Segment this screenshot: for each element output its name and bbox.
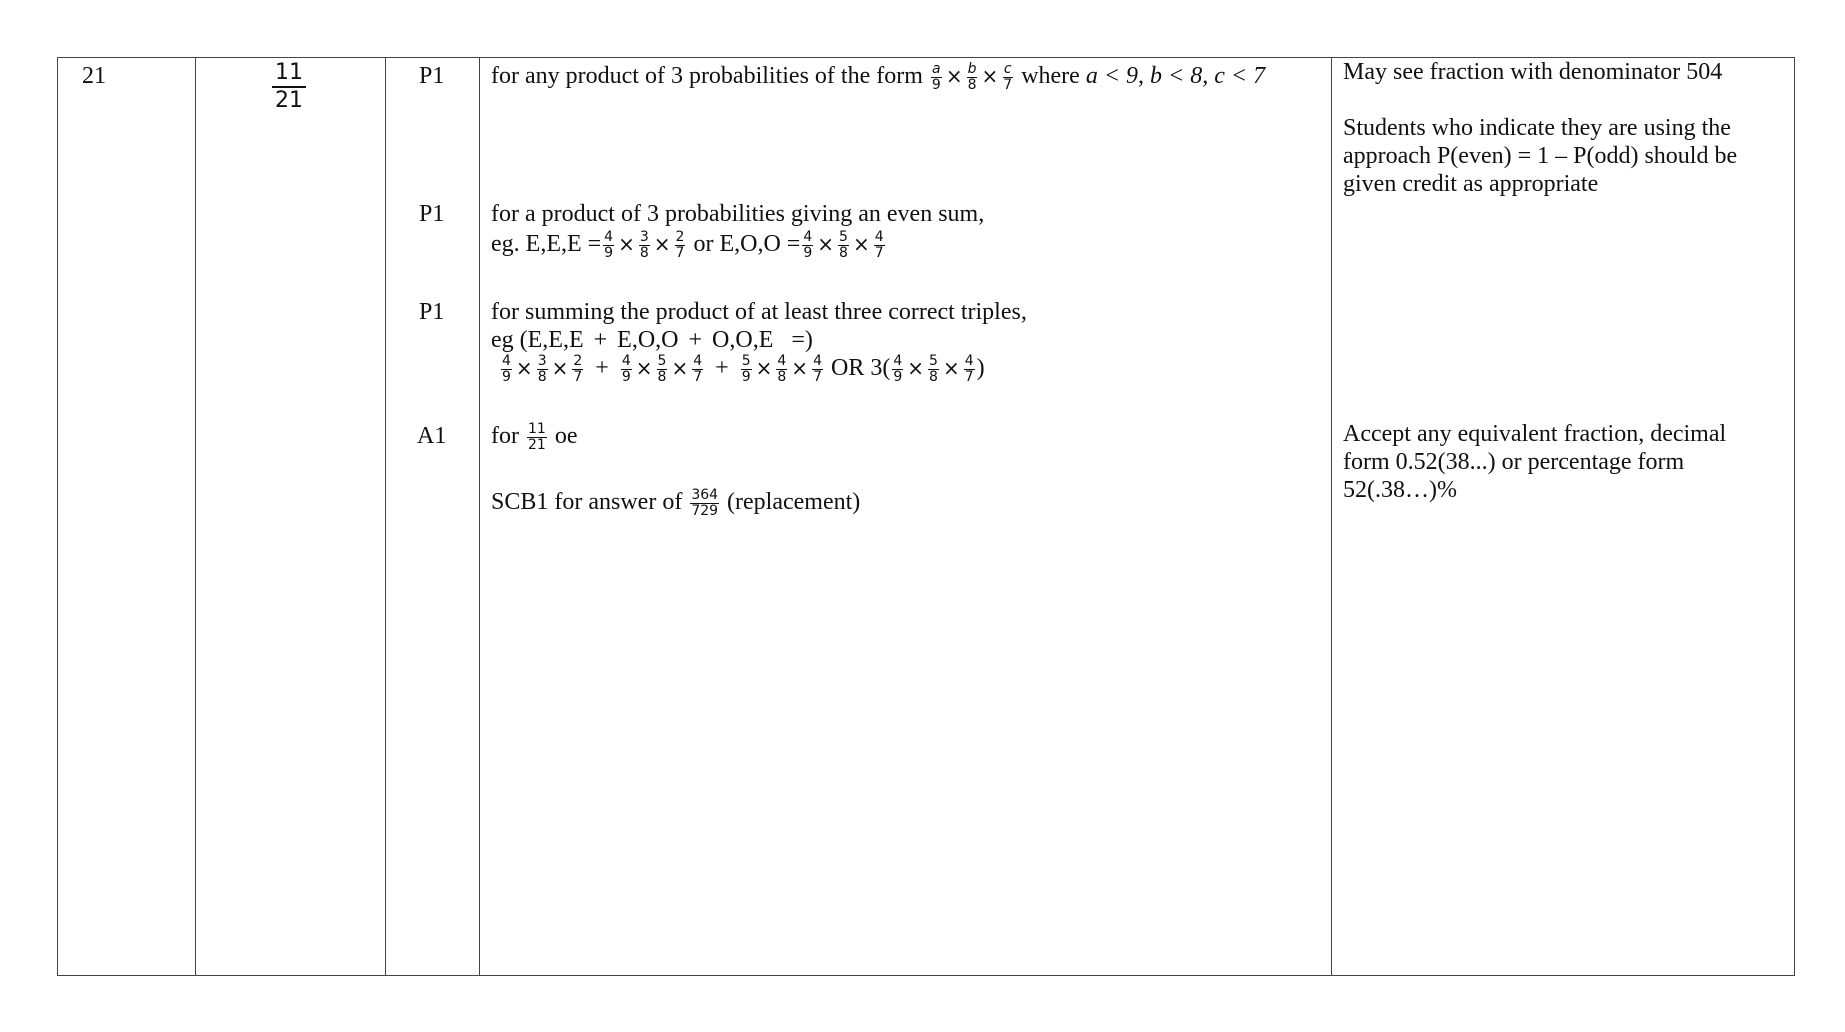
mark-description: for summing the product of at least three correct triples, xyxy=(491,299,1027,325)
fraction: $\frac{11}{21}$ xyxy=(527,421,546,453)
fraction: $\frac{a}{9}$ xyxy=(931,61,941,93)
mark-label: P1 xyxy=(419,63,445,89)
fraction: $\frac{11}{21}$ xyxy=(272,60,306,114)
example-expression: eg. E,E,E = $\frac{4}{9}$ × $\frac{3}{8}$ × $\frac{2}{7}$ or E,O,O = $\frac{4}{9}$ × $\frac{5}{8}$ × $\frac{4}{7}$ xyxy=(491,229,884,261)
triple-labels: eg (E,E,E + E,O,O + O,O,E =) xyxy=(491,327,813,353)
fraction: $\frac{b}{8}$ xyxy=(967,61,977,93)
mark-description: for any product of 3 probabilities of the form $\frac{a}{9}$ × $\frac{b}{8}$ × $\frac{c}{7}$ where a < 9, b < 8, c < 7 xyxy=(491,61,1266,93)
mark-description: for a product of 3 probabilities giving an even sum, xyxy=(491,201,985,227)
mark-label: P1 xyxy=(419,299,445,325)
fraction: $\frac{c}{7}$ xyxy=(1003,61,1013,93)
sum-expression: $\frac{4}{9}$ × $\frac{3}{8}$ × $\frac{2}{7}$ + $\frac{4}{9}$ × $\frac{5}{8}$ × $\frac{4}{7}$ + $\frac{5}{9}$ × $\frac{4}{8}$ × $\frac{4}{7}$ OR 3( $\frac{4}{9}$ × $\frac{5}{8}$ × $\frac{4}{7}$ ) xyxy=(502,353,985,385)
question-number: 21 xyxy=(82,63,106,89)
column-divider xyxy=(1331,58,1332,975)
mark-scheme-table xyxy=(57,57,1795,976)
column-divider xyxy=(385,58,386,975)
answer-fraction xyxy=(270,60,308,114)
fraction: $\frac{364}{729}$ xyxy=(691,487,719,519)
guidance-note: Accept any equivalent fraction, decimal form 0.52(38...) or percentage form 52(.38…)% xyxy=(1343,421,1727,503)
mark-label: P1 xyxy=(419,201,445,227)
mark-label: A1 xyxy=(417,423,447,449)
guidance-note: Students who indicate they are using the approach P(even) = 1 – P(odd) should be given credit as appropriate xyxy=(1343,115,1738,197)
special-case-criterion: SCB1 for answer of $\frac{364}{729}$ (replacement) xyxy=(491,487,861,519)
guidance-note: May see fraction with denominator 504 xyxy=(1343,59,1723,85)
final-answer-criterion: for $\frac{11}{21}$ oe xyxy=(491,421,578,453)
column-divider xyxy=(195,58,196,975)
column-divider xyxy=(479,58,480,975)
